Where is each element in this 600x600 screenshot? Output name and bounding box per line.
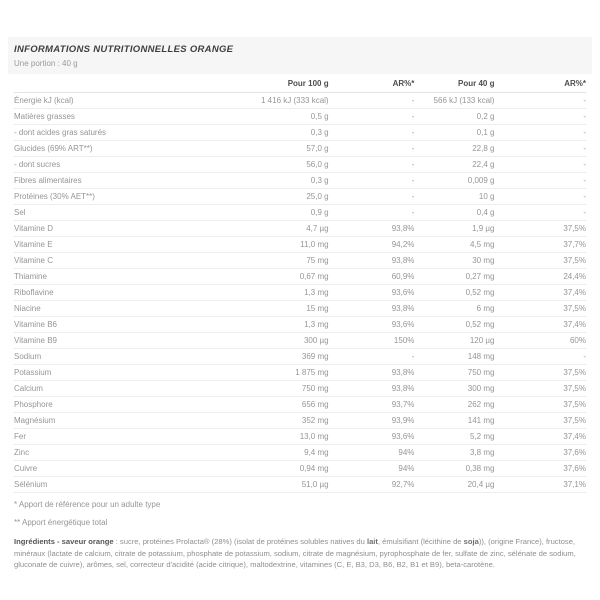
ar-percent-100g: 93,8% (329, 381, 415, 397)
value-per-100g: 11,0 mg (231, 237, 328, 253)
ar-percent-40g: 37,6% (494, 445, 586, 461)
ar-percent-40g: 37,4% (494, 429, 586, 445)
value-per-100g: 0,94 mg (231, 461, 328, 477)
table-row (14, 365, 586, 381)
ar-percent-40g: 60% (494, 333, 586, 349)
table-row (14, 461, 586, 477)
value-per-40g: 3,8 mg (414, 445, 494, 461)
value-per-100g: 75 mg (231, 253, 328, 269)
value-per-40g: 5,2 mg (414, 429, 494, 445)
ar-percent-40g: - (494, 173, 586, 189)
ingredient-text-segment: , émulsifiant (lécithine de (377, 537, 464, 546)
ar-percent-100g: 93,7% (329, 397, 415, 413)
nutrient-label: - dont acides gras saturés (14, 125, 231, 141)
ar-percent-100g: 94% (329, 445, 415, 461)
value-per-40g: 10 g (414, 189, 494, 205)
page-title: INFORMATIONS NUTRITIONNELLES ORANGE (14, 44, 234, 55)
ar-percent-40g: 37,5% (494, 397, 586, 413)
value-per-100g: 1,3 mg (231, 317, 328, 333)
ar-percent-100g: 93,8% (329, 221, 415, 237)
ar-percent-40g: 37,5% (494, 365, 586, 381)
footnote-total-energy: ** Apport énergétique total (14, 518, 108, 527)
value-per-40g: 0,2 g (414, 109, 494, 125)
nutrient-label: Fibres alimentaires (14, 173, 231, 189)
value-per-40g: 0,38 mg (414, 461, 494, 477)
value-per-40g: 300 mg (414, 381, 494, 397)
column-header-nutrient (14, 74, 231, 93)
value-per-40g: 6 mg (414, 301, 494, 317)
ar-percent-40g: - (494, 189, 586, 205)
ar-percent-40g: 24,4% (494, 269, 586, 285)
ar-percent-40g: - (494, 109, 586, 125)
column-header-ar-percent-40g: AR%* (494, 74, 586, 93)
nutrient-label: Phosphore (14, 397, 231, 413)
value-per-100g: 9,4 mg (231, 445, 328, 461)
ar-percent-100g: 94% (329, 461, 415, 477)
table-row (14, 397, 586, 413)
ar-percent-40g: 37,5% (494, 381, 586, 397)
value-per-100g: 13,0 mg (231, 429, 328, 445)
ar-percent-40g: - (494, 157, 586, 173)
ingredient-text-segment: : sucre, protéines Prolacta® (28%) (isolat de protéines solubles natives du (113, 537, 367, 546)
value-per-40g: 750 mg (414, 365, 494, 381)
ingredients-label: Ingrédients - saveur orange (14, 537, 114, 546)
ar-percent-100g: 94,2% (329, 237, 415, 253)
nutrient-label: Sélénium (14, 477, 231, 493)
value-per-100g: 0,3 g (231, 125, 328, 141)
value-per-100g: 0,3 g (231, 173, 328, 189)
value-per-100g: 51,0 µg (231, 477, 328, 493)
ar-percent-40g: 37,5% (494, 413, 586, 429)
table-row (14, 429, 586, 445)
ar-percent-40g: - (494, 125, 586, 141)
value-per-100g: 4,7 µg (231, 221, 328, 237)
nutrient-label: Cuivre (14, 461, 231, 477)
ar-percent-100g: 60,9% (329, 269, 415, 285)
column-header-per-100g: Pour 100 g (231, 74, 328, 93)
value-per-100g: 0,9 g (231, 205, 328, 221)
ar-percent-40g: - (494, 141, 586, 157)
column-header-ar-percent-100g: AR%* (329, 74, 415, 93)
ar-percent-40g: 37,1% (494, 477, 586, 493)
table-row (14, 285, 586, 301)
ar-percent-100g: 92,7% (329, 477, 415, 493)
value-per-40g: 148 mg (414, 349, 494, 365)
nutrient-label: Niacine (14, 301, 231, 317)
value-per-100g: 300 µg (231, 333, 328, 349)
value-per-40g: 0,52 mg (414, 317, 494, 333)
value-per-100g: 15 mg (231, 301, 328, 317)
footnotes (14, 500, 586, 527)
value-per-100g: 352 mg (231, 413, 328, 429)
ar-percent-40g: 37,5% (494, 221, 586, 237)
nutrient-label: Vitamine C (14, 253, 231, 269)
nutrient-label: Vitamine D (14, 221, 231, 237)
value-per-40g: 20,4 µg (414, 477, 494, 493)
table-row (14, 317, 586, 333)
nutrient-label: Vitamine B9 (14, 333, 231, 349)
table-row (14, 269, 586, 285)
nutrient-label: - dont sucres (14, 157, 231, 173)
table-row (14, 125, 586, 141)
nutrient-label: Zinc (14, 445, 231, 461)
ar-percent-100g: - (329, 157, 415, 173)
table-row (14, 413, 586, 429)
ar-percent-100g: - (329, 125, 415, 141)
value-per-40g: 0,27 mg (414, 269, 494, 285)
table-row (14, 301, 586, 317)
value-per-40g: 0,52 mg (414, 285, 494, 301)
nutrient-label: Magnésium (14, 413, 231, 429)
value-per-100g: 750 mg (231, 381, 328, 397)
ar-percent-40g: 37,6% (494, 461, 586, 477)
nutrient-label: Vitamine E (14, 237, 231, 253)
nutrient-label: Sodium (14, 349, 231, 365)
value-per-40g: 141 mg (414, 413, 494, 429)
ingredient-allergen: lait (366, 537, 378, 546)
ingredient-allergen: soja (463, 537, 479, 546)
value-per-40g: 0,009 g (414, 173, 494, 189)
table-row (14, 157, 586, 173)
table-row (14, 221, 586, 237)
ar-percent-40g: 37,7% (494, 237, 586, 253)
ar-percent-40g: - (494, 93, 586, 109)
column-header-per-40g: Pour 40 g (414, 74, 494, 93)
ar-percent-40g: 37,5% (494, 253, 586, 269)
ar-percent-100g: - (329, 93, 415, 109)
nutrition-page (8, 0, 592, 571)
value-per-40g: 22,4 g (414, 157, 494, 173)
value-per-40g: 1,9 µg (414, 221, 494, 237)
table-row (14, 93, 586, 109)
portion-subtitle: Une portion : 40 g (14, 59, 78, 68)
value-per-100g: 57,0 g (231, 141, 328, 157)
ar-percent-100g: - (329, 109, 415, 125)
nutrient-label: Riboflavine (14, 285, 231, 301)
table-row (14, 173, 586, 189)
ar-percent-100g: 93,8% (329, 365, 415, 381)
table-row (14, 349, 586, 365)
value-per-100g: 0,5 g (231, 109, 328, 125)
nutrient-label: Vitamine B6 (14, 317, 231, 333)
ar-percent-100g: - (329, 141, 415, 157)
value-per-40g: 262 mg (414, 397, 494, 413)
value-per-40g: 120 µg (414, 333, 494, 349)
table-row (14, 109, 586, 125)
ar-percent-100g: 93,6% (329, 429, 415, 445)
ar-percent-100g: - (329, 173, 415, 189)
value-per-40g: 4,5 mg (414, 237, 494, 253)
ar-percent-100g: - (329, 205, 415, 221)
ar-percent-40g: - (494, 349, 586, 365)
ar-percent-40g: 37,4% (494, 285, 586, 301)
nutrient-label: Fer (14, 429, 231, 445)
title-block (8, 37, 592, 74)
ar-percent-40g: 37,4% (494, 317, 586, 333)
footnote-reference-intake: * Apport de référence pour un adulte type (14, 500, 161, 509)
nutrient-label: Matières grasses (14, 109, 231, 125)
nutrient-label: Calcium (14, 381, 231, 397)
table-row (14, 205, 586, 221)
ar-percent-100g: 93,8% (329, 253, 415, 269)
value-per-100g: 1 416 kJ (333 kcal) (231, 93, 328, 109)
value-per-40g: 0,1 g (414, 125, 494, 141)
nutrition-table-body (14, 93, 586, 493)
value-per-100g: 25,0 g (231, 189, 328, 205)
nutrition-table (14, 74, 586, 493)
table-row (14, 477, 586, 493)
table-row (14, 333, 586, 349)
table-row (14, 141, 586, 157)
ar-percent-100g: 93,8% (329, 301, 415, 317)
value-per-40g: 566 kJ (133 kcal) (414, 93, 494, 109)
nutrient-label: Sel (14, 205, 231, 221)
table-row (14, 445, 586, 461)
value-per-40g: 30 mg (414, 253, 494, 269)
nutrient-label: Thiamine (14, 269, 231, 285)
nutrient-label: Énergie kJ (kcal) (14, 93, 231, 109)
ingredients-paragraph (14, 536, 586, 571)
table-row (14, 253, 586, 269)
ar-percent-100g: 93,9% (329, 413, 415, 429)
ar-percent-100g: - (329, 349, 415, 365)
ar-percent-100g: 150% (329, 333, 415, 349)
value-per-40g: 0,4 g (414, 205, 494, 221)
value-per-100g: 369 mg (231, 349, 328, 365)
value-per-40g: 22,8 g (414, 141, 494, 157)
ar-percent-40g: 37,5% (494, 301, 586, 317)
ar-percent-100g: - (329, 189, 415, 205)
ingredient-text-segment: )), (origine France), fructose, minéraux (lactate de calcium, citrate de potassium, phosphate de potassium, sodium, citrate de magnésium, pyrophosphate de fer, sulfate de zinc, sélénate de sodium, gluconate de cuivre), arômes, sel, correcteur d'acidité (acide citrique), maltodextrine, vitamines (C, E, B3, D3, B6, B2, B1 et B9), beta-carotène. (14, 537, 576, 569)
table-header-row (14, 74, 586, 93)
nutrient-label: Glucides (69% ART**) (14, 141, 231, 157)
value-per-100g: 656 mg (231, 397, 328, 413)
value-per-100g: 56,0 g (231, 157, 328, 173)
ar-percent-40g: - (494, 205, 586, 221)
table-row (14, 381, 586, 397)
ar-percent-100g: 93,6% (329, 285, 415, 301)
nutrient-label: Protéines (30% AET**) (14, 189, 231, 205)
value-per-100g: 1 875 mg (231, 365, 328, 381)
value-per-100g: 0,67 mg (231, 269, 328, 285)
table-row (14, 237, 586, 253)
nutrient-label: Potassium (14, 365, 231, 381)
table-row (14, 189, 586, 205)
ar-percent-100g: 93,6% (329, 317, 415, 333)
value-per-100g: 1,3 mg (231, 285, 328, 301)
